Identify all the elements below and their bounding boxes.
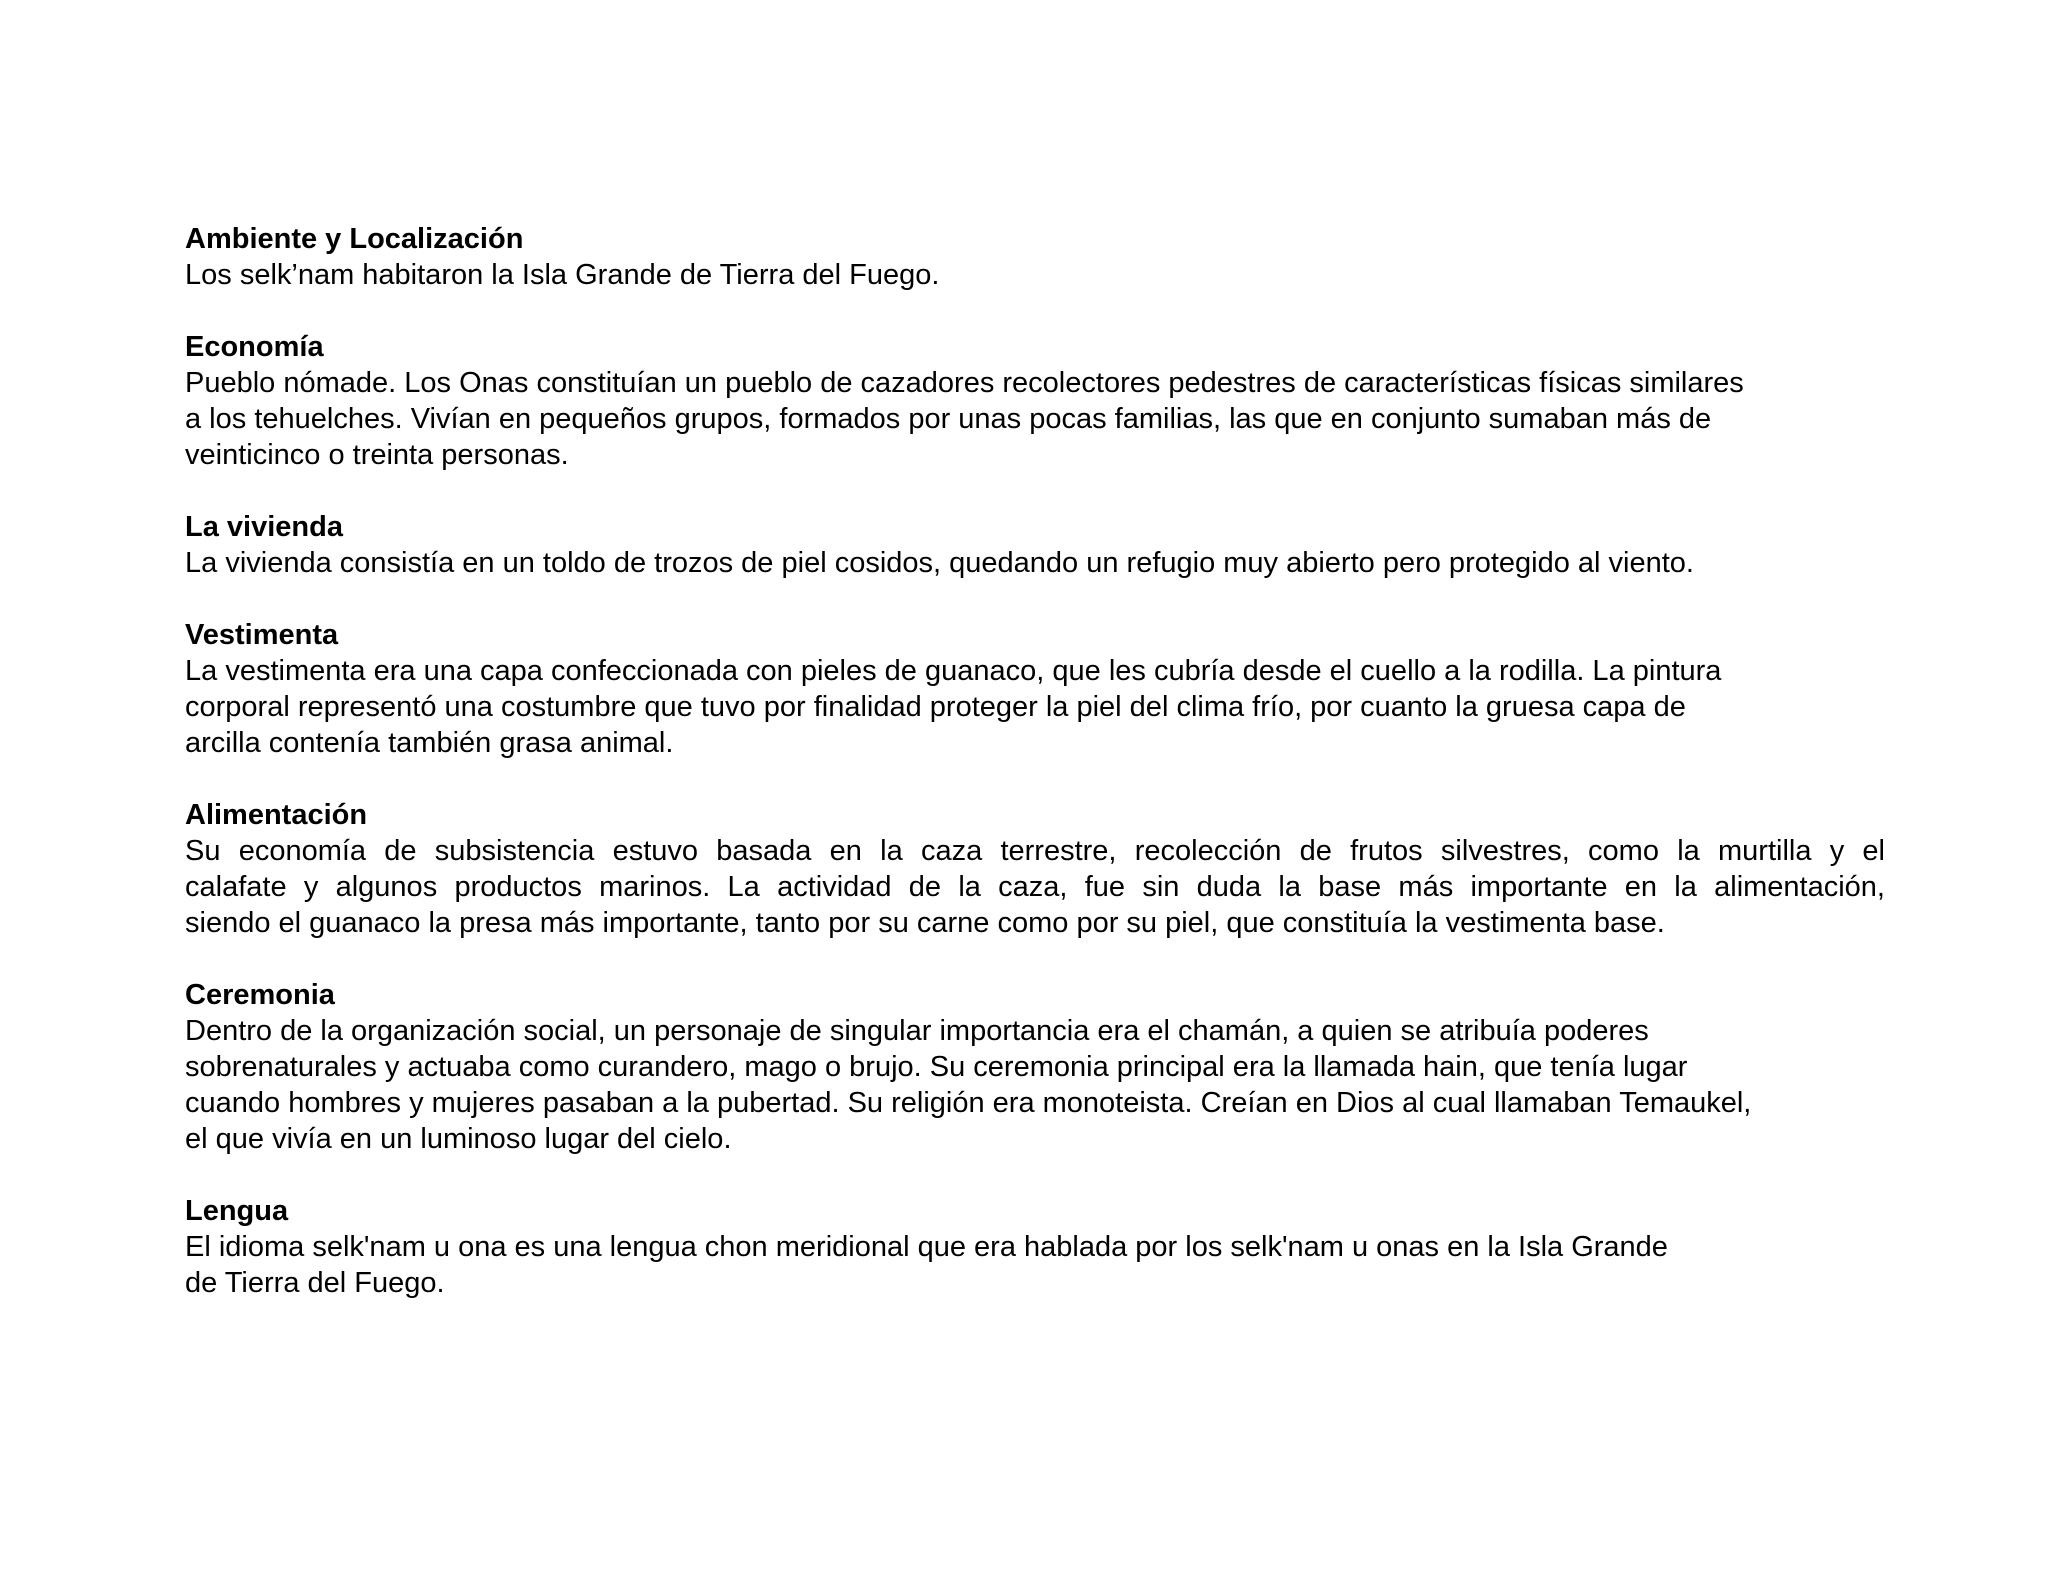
section-heading: Alimentación [185,799,368,831]
section-text-line: La vestimenta era una capa confeccionada con pieles de guanaco, que les cubría desde el cuello a la rodilla. La pintura [185,655,1722,687]
section-text-line: arcilla contenía también grasa animal. [185,727,674,759]
section-heading: Economía [185,331,324,363]
section-text-line: cuando hombres y mujeres pasaban a la pubertad. Su religión era monoteista. Creían en Dios al cual llamaban Temaukel, [185,1087,1752,1119]
section-text-line: siendo el guanaco la presa más importante, tanto por su carne como por su piel, que constituía la vestimenta base. [185,907,1665,939]
section-text-line: calafate y algunos productos marinos. La actividad de la caza, fue sin duda la base más importante en la alimentación, [185,871,1885,903]
section-text-line: Pueblo nómade. Los Onas constituían un pueblo de cazadores recolectores pedestres de características físicas similares [185,367,1744,399]
section-text-line: corporal representó una costumbre que tuvo por finalidad proteger la piel del clima frío, por cuanto la gruesa capa de [185,691,1686,723]
section-text-line: veinticinco o treinta personas. [185,439,569,471]
section-vivienda [185,509,1885,581]
section-text-line: de Tierra del Fuego. [185,1267,445,1299]
section-economia [185,329,1885,473]
section-text-line: a los tehuelches. Vivían en pequeños grupos, formados por unas pocas familias, las que en conjunto sumaban más de [185,403,1712,435]
section-heading: La vivienda [185,511,343,543]
section-heading: Ambiente y Localización [185,223,524,255]
section-heading: Vestimenta [185,619,339,651]
section-text-line: Los selk’nam habitaron la Isla Grande de Tierra del Fuego. [185,259,940,291]
section-ceremonia [185,977,1885,1157]
section-heading: Lengua [185,1195,289,1227]
section-alimentacion [185,797,1885,941]
section-lengua [185,1193,1885,1301]
document-page [185,221,1885,1337]
section-text-line: Su economía de subsistencia estuvo basada en la caza terrestre, recolección de frutos silvestres, como la murtilla y el [185,835,1885,867]
section-text-line: La vivienda consistía en un toldo de trozos de piel cosidos, quedando un refugio muy abierto pero protegido al viento. [185,547,1694,579]
section-ambiente [185,221,1885,293]
section-text-line: Dentro de la organización social, un personaje de singular importancia era el chamán, a quien se atribuía poderes [185,1015,1649,1047]
section-vestimenta [185,617,1885,761]
section-text-line: sobrenaturales y actuaba como curandero, mago o brujo. Su ceremonia principal era la llamada hain, que tenía lugar [185,1051,1688,1083]
section-heading: Ceremonia [185,979,335,1011]
section-text-line: El idioma selk'nam u ona es una lengua chon meridional que era hablada por los selk'nam u onas en la Isla Grande [185,1231,1668,1263]
section-text-line: el que vivía en un luminoso lugar del cielo. [185,1123,732,1155]
